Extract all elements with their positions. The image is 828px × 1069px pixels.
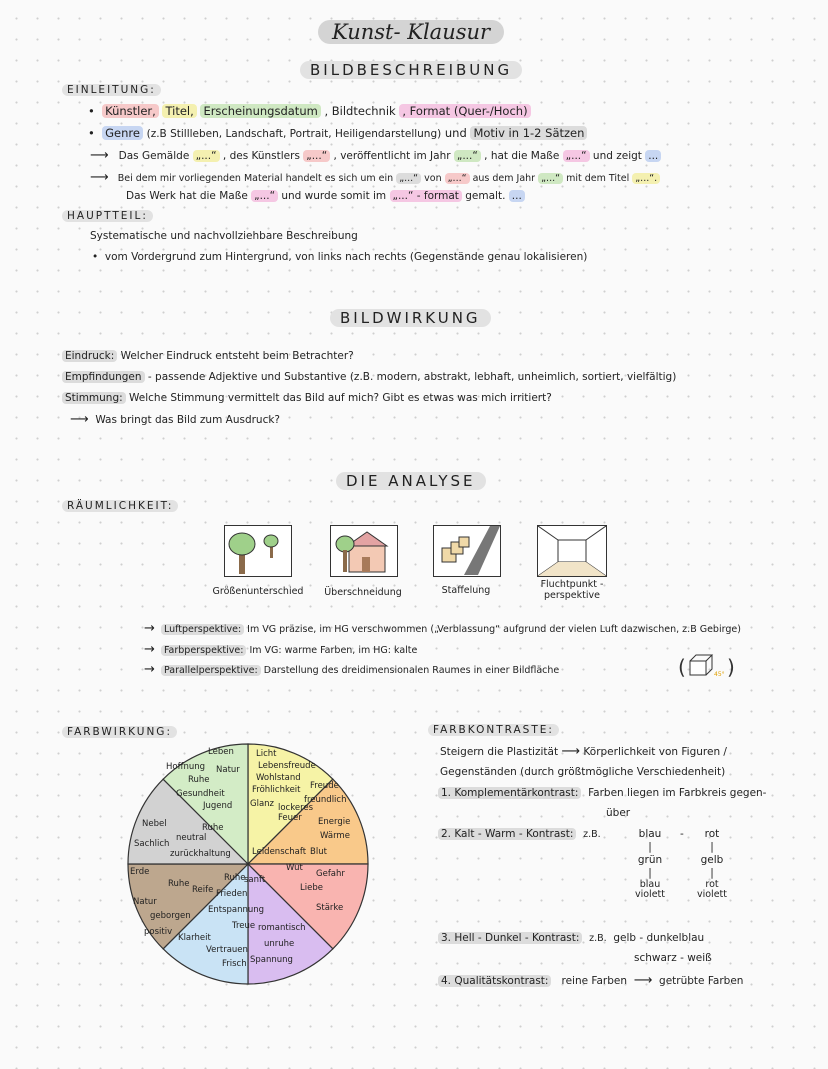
farbperspektive-text: Im VG: warme Farben, im HG: kalte bbox=[249, 645, 418, 656]
datum-highlight: Erscheinungsdatum bbox=[200, 104, 320, 118]
wheel-label-gray: zurückhaltung bbox=[170, 849, 231, 859]
kaltwarm-row bbox=[438, 828, 601, 840]
wheel-label-red: Blut bbox=[310, 847, 327, 857]
genre-highlight: Genre bbox=[102, 126, 143, 140]
wheel-label-brown: positiv bbox=[144, 927, 173, 937]
l4-e: aus dem Jahr bbox=[472, 173, 536, 184]
svg-text:(: ( bbox=[678, 655, 686, 679]
k1-label: 1. Komplementärkontrast: bbox=[438, 787, 581, 799]
genre-examples: (z.B Stillleben, Landschaft, Portrait, Heiligendarstellung) bbox=[146, 128, 442, 140]
und-text: und bbox=[444, 126, 467, 140]
raeumlichkeit-heading: RÄUMLICHKEIT: bbox=[62, 500, 178, 512]
wheel-label-orange: Freude bbox=[310, 781, 339, 791]
luftperspektive-text: Im VG präzise, im HG verschwommen („Verblassung“ aufgrund der vielen Luft dazwischen, z.B Gebirge) bbox=[247, 624, 741, 635]
eindruck-text: Welcher Eindruck entsteht beim Betrachter? bbox=[120, 350, 354, 362]
wheel-label-yellow: Glanz bbox=[250, 799, 275, 809]
wheel-label-red: Gefahr bbox=[316, 869, 345, 879]
wheel-label-brown: geborgen bbox=[150, 911, 191, 921]
tree-size-illustration bbox=[224, 525, 292, 577]
titel-highlight: Titel, bbox=[162, 104, 196, 118]
k4-b: getrübte Farben bbox=[659, 975, 744, 987]
komplementaer-row bbox=[438, 787, 766, 799]
empfindungen-label: Empfindungen bbox=[62, 371, 145, 383]
wheel-label-brown: Ruhe bbox=[168, 879, 190, 889]
k2-rotviolett: rot violett bbox=[696, 879, 727, 900]
l4-h: „...“. bbox=[632, 173, 660, 184]
l4-g: mit dem Titel bbox=[566, 173, 630, 184]
wheel-label-blue: Frisch bbox=[222, 959, 247, 969]
wheel-label-blue: Klarheit bbox=[178, 933, 211, 943]
caption-staffelung: Staffelung bbox=[441, 585, 491, 596]
wheel-label-blue: Vertrauen bbox=[206, 945, 248, 955]
k3-b: schwarz - weiß bbox=[634, 952, 712, 964]
l3-g: , hat die Maße bbox=[484, 150, 560, 162]
ausdruck-frage: Was bringt das Bild zum Ausdruck? bbox=[95, 414, 281, 426]
staffelung-illustration bbox=[433, 525, 501, 577]
fluchtpunkt-illustration bbox=[537, 525, 607, 577]
l5-c: und wurde somit im bbox=[281, 190, 387, 202]
kuenstler-highlight: Künstler, bbox=[102, 104, 159, 118]
l5-e: gemalt. bbox=[465, 190, 506, 202]
bildtechnik-text: , Bildtechnik bbox=[324, 104, 396, 118]
wheel-label-gray: neutral bbox=[176, 833, 207, 843]
wheel-label-green: Hoffnung bbox=[166, 762, 206, 772]
section-heading-bildbeschreibung: BILDBESCHREIBUNG bbox=[300, 61, 522, 79]
wheel-label-gray: Ruhe bbox=[202, 823, 224, 833]
caption-fluchtpunkt: Fluchtpunkt - perspektive bbox=[540, 579, 604, 601]
degree-label: 45° bbox=[714, 671, 725, 678]
parallelperspektive-row: → Parallelperspektive: Darstellung des dreidimensionalen Raumes in einer Bildfläche bbox=[144, 662, 560, 677]
l5-b: „...“ bbox=[251, 190, 278, 202]
intro1-b: Körperlichkeit von Figuren / bbox=[583, 746, 727, 758]
section-heading-bildwirkung: BILDWIRKUNG bbox=[330, 309, 491, 327]
k1-text1: Farben liegen im Farbkreis gegen- bbox=[588, 787, 767, 799]
empfindungen-row bbox=[62, 371, 676, 383]
l4-f: „...“ bbox=[538, 173, 563, 184]
wheel-label-green: Leben bbox=[208, 747, 234, 757]
wheel-label-green: Gesundheit bbox=[176, 789, 225, 799]
hauptteil-line-2: • vom Vordergrund zum Hintergrund, von links nach rechts (Gegenstände genau lokalisieren) bbox=[92, 251, 588, 263]
l4-a: Bei dem mir vorliegenden Material handelt es sich um ein bbox=[117, 173, 394, 184]
wheel-label-brown: Erde bbox=[130, 867, 150, 877]
farbkontraste-heading: FARBKONTRASTE: bbox=[428, 724, 559, 736]
parallelperspektive-label: Parallelperspektive: bbox=[161, 665, 261, 676]
k2-label: 2. Kalt - Warm - Kontrast: bbox=[438, 828, 576, 840]
l5-d: „...“ - format bbox=[390, 190, 462, 202]
wheel-label-red: Leidenschaft bbox=[252, 847, 307, 857]
l5-f: ... bbox=[509, 190, 525, 202]
l5-a: Das Werk hat die Maße bbox=[126, 190, 248, 202]
house-icon bbox=[331, 526, 397, 576]
l4-c: von bbox=[424, 173, 442, 184]
wheel-label-orange: Wärme bbox=[320, 831, 350, 841]
k3-label: 3. Hell - Dunkel - Kontrast: bbox=[438, 932, 582, 944]
k2-blau: blau bbox=[638, 828, 662, 840]
motiv-highlight: Motiv in 1-2 Sätzen bbox=[470, 126, 587, 140]
k2-rot: rot bbox=[704, 828, 720, 840]
wheel-label-violet: sanft bbox=[244, 875, 266, 885]
hauptteil-heading: HAUPTTEIL: bbox=[62, 210, 153, 222]
room-perspective-icon bbox=[538, 526, 606, 576]
stimmung-label: Stimmung: bbox=[62, 392, 126, 404]
road-boxes-icon bbox=[434, 526, 500, 576]
wheel-label-blue: Ruhe bbox=[224, 873, 246, 883]
l3-b: „...“ bbox=[193, 150, 220, 162]
farbperspektive-row: → Farbperspektive: Im VG: warme Farben, im HG: kalte bbox=[144, 642, 418, 657]
color-wheel bbox=[124, 740, 372, 988]
k2-dash: - bbox=[680, 828, 684, 840]
einleitung-bullet-2: • Genre (z.B Stillleben, Landschaft, Portrait, Heiligendarstellung) und Motiv in 1-2 Sätzen bbox=[88, 126, 587, 140]
section-heading-analyse: DIE ANALYSE bbox=[336, 472, 486, 490]
ausdruck-row: ⟶ Was bringt das Bild zum Ausdruck? bbox=[70, 412, 281, 427]
k4-a: reine Farben bbox=[561, 975, 628, 987]
wheel-label-blue: Entspannung bbox=[208, 905, 265, 915]
einleitung-heading: EINLEITUNG: bbox=[62, 84, 161, 96]
k2-right-col: rot | gelb | rot violett bbox=[694, 828, 730, 900]
l3-c: , des Künstlers bbox=[222, 150, 300, 162]
l3-d: „...“ bbox=[303, 150, 330, 162]
wheel-label-violet: unruhe bbox=[264, 939, 295, 949]
hauptteil-line-1: Systematische und nachvollziehbare Beschreibung bbox=[90, 230, 358, 242]
wheel-label-blue: Treue bbox=[232, 921, 256, 931]
wheel-label-yellow: Feuer bbox=[278, 813, 302, 823]
helldunkel-row bbox=[438, 932, 704, 944]
einleitung-line-3: ⟶ Das Gemälde „...“ , des Künstlers „...“ , veröffentlicht im Jahr „...“ , hat die Maße „...“ und zeigt ... bbox=[90, 148, 661, 163]
farbperspektive-label: Farbperspektive: bbox=[161, 645, 247, 656]
hauptteil-line-2-text: vom Vordergrund zum Hintergrund, von links nach rechts (Gegenstände genau lokalisieren) bbox=[104, 251, 588, 263]
wheel-label-yellow: Wohlstand bbox=[256, 773, 301, 783]
wheel-label-brown: Natur bbox=[133, 897, 157, 907]
wheel-label-red: Stärke bbox=[316, 903, 344, 913]
wheel-label-yellow: Lebensfreude bbox=[258, 761, 316, 771]
eindruck-label: Eindruck: bbox=[62, 350, 117, 362]
l4-d: „...“ bbox=[445, 173, 470, 184]
page-title: Kunst- Klausur bbox=[318, 20, 504, 44]
wheel-label-violet: Spannung bbox=[250, 955, 293, 965]
luftperspektive-row: → Luftperspektive: Im VG präzise, im HG verschwommen („Verblassung“ aufgrund der vielen Luft dazwischen, z.B Gebirge) bbox=[144, 621, 741, 636]
kontraste-intro-1: Steigern die Plastizität ⟶ Körperlichkeit von Figuren / bbox=[440, 744, 727, 759]
empfindungen-text: - passende Adjektive und Substantive (z.B. modern, abstrakt, lebhaft, unheimlich, sortiert, vielfältig) bbox=[147, 371, 677, 383]
wheel-label-red: Wut bbox=[286, 863, 303, 873]
wheel-label-orange: freundlich bbox=[304, 795, 347, 805]
wheel-label-blue: Frieden bbox=[216, 889, 248, 899]
l3-i: und zeigt bbox=[592, 150, 642, 162]
l3-f: „...“ bbox=[454, 150, 481, 162]
wheel-label-green: Ruhe bbox=[188, 775, 210, 785]
wheel-label-yellow: Fröhlichkeit bbox=[252, 785, 301, 795]
einleitung-line-5 bbox=[126, 190, 525, 202]
k2-gruen: grün bbox=[637, 854, 663, 866]
wheel-label-violet: romantisch bbox=[258, 923, 306, 933]
l4-b: „...“ bbox=[396, 173, 421, 184]
wheel-label-gray: Nebel bbox=[142, 819, 167, 829]
k2-gelb: gelb bbox=[700, 854, 724, 866]
cube-icon bbox=[676, 652, 738, 682]
parallelperspektive-text: Darstellung des dreidimensionalen Raumes in einer Bildfläche bbox=[263, 665, 560, 676]
farbwirkung-heading: FARBWIRKUNG: bbox=[62, 726, 177, 738]
svg-text:): ) bbox=[727, 655, 735, 679]
stimmung-text: Welche Stimmung vermittelt das Bild auf mich? Gibt es etwas was mich irritiert? bbox=[129, 392, 552, 404]
wheel-label-gray: Sachlich bbox=[134, 839, 170, 849]
k1-text2: über bbox=[606, 807, 631, 819]
k2-zb: z.B. bbox=[583, 829, 601, 840]
l3-h: „...“ bbox=[563, 150, 590, 162]
format-highlight: , Format (Quer-/Hoch) bbox=[399, 104, 530, 118]
wheel-label-orange: Energie bbox=[318, 817, 351, 827]
k2-blauviolett: blau violett bbox=[634, 879, 665, 900]
intro1-a: Steigern die Plastizität bbox=[440, 746, 559, 758]
wheel-label-brown: Reife bbox=[192, 885, 214, 895]
qualitaet-row: 4. Qualitätskontrast: reine Farben ⟶ getrübte Farben bbox=[438, 973, 743, 988]
stimmung-row bbox=[62, 392, 552, 404]
wheel-label-green: Natur bbox=[216, 765, 240, 775]
eindruck-row bbox=[62, 350, 354, 362]
caption-groessenunterschied: Größenunterschied bbox=[212, 586, 304, 597]
wheel-label-yellow: lockeres bbox=[278, 803, 314, 813]
k3-zb: z.B. bbox=[589, 933, 607, 944]
house-overlap-illustration bbox=[330, 525, 398, 577]
k3-a: gelb - dunkelblau bbox=[613, 932, 705, 944]
tree-icon bbox=[225, 526, 291, 576]
k4-label: 4. Qualitätskontrast: bbox=[438, 975, 551, 987]
k2-left-col: blau | grün | blau violett bbox=[632, 828, 668, 900]
caption-ueberschneidung: Überschneidung bbox=[324, 587, 402, 598]
wheel-label-yellow: Licht bbox=[256, 749, 277, 759]
wheel-label-red: Liebe bbox=[300, 883, 323, 893]
wheel-label-green: Jugend bbox=[203, 801, 233, 811]
l3-j: ... bbox=[645, 150, 661, 162]
luftperspektive-label: Luftperspektive: bbox=[161, 624, 244, 635]
l3-e: , veröffentlicht im Jahr bbox=[333, 150, 451, 162]
kontraste-intro-2: Gegenständen (durch größtmögliche Verschiedenheit) bbox=[440, 766, 726, 778]
l3-a: Das Gemälde bbox=[118, 150, 190, 162]
einleitung-bullet-1: • Künstler, Titel, Erscheinungsdatum , Bildtechnik , Format (Quer-/Hoch) bbox=[88, 104, 531, 118]
einleitung-line-4: ⟶ Bei dem mir vorliegenden Material handelt es sich um ein „...“ von „...“ aus dem Jahr „...“ mit dem Titel „...“. bbox=[90, 170, 660, 185]
